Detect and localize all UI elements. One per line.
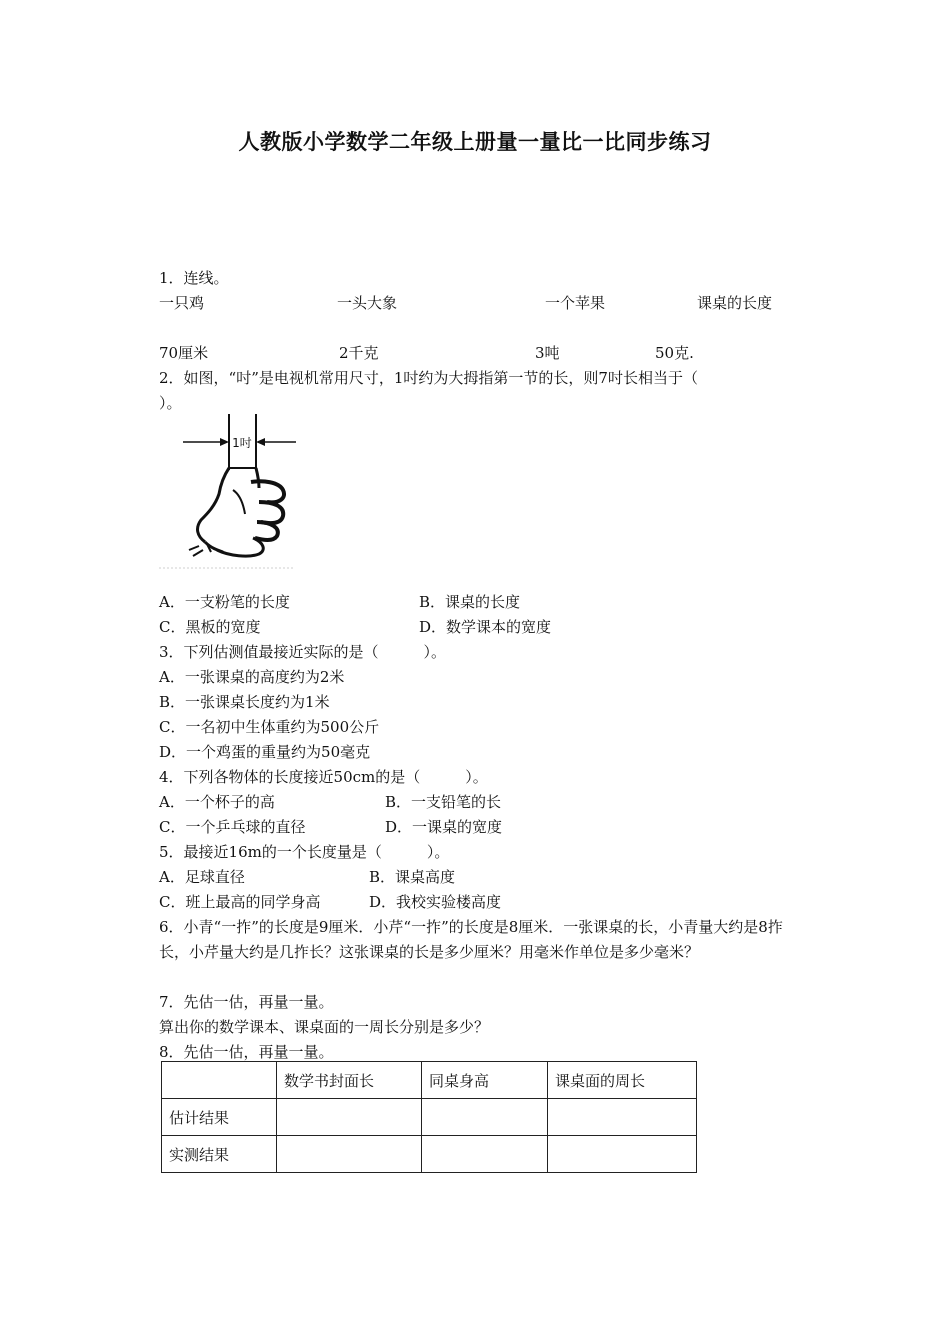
q4-option-c: C．一个乒乓球的直径 <box>159 818 306 836</box>
q3-option-d: D．一个鸡蛋的重量约为50毫克 <box>159 743 371 761</box>
q1-value: 3吨 <box>535 344 560 362</box>
table-header-row <box>162 1062 697 1099</box>
q2-option-c: C．黑板的宽度 <box>159 618 261 636</box>
q5-option-b: B．课桌高度 <box>369 868 456 886</box>
table-header-cell: 同桌身高 <box>422 1062 548 1099</box>
q3-stem: 3．下列估测值最接近实际的是（ ）。 <box>159 643 447 661</box>
table-header-cell: 课桌面的周长 <box>548 1062 697 1099</box>
q7-stem: 7．先估一估，再量一量。 <box>159 993 334 1011</box>
q3-option-b: B．一张课桌长度约为1米 <box>159 693 330 711</box>
q1-value: 70厘米 <box>159 344 209 362</box>
q2-option-a: A．一支粉笔的长度 <box>159 593 290 611</box>
table-row <box>162 1136 697 1173</box>
q2-stem-line1: 2．如图，“吋”是电视机常用尺寸，1吋约为大拇指第一节的长，则7吋长相当于（ <box>159 369 698 387</box>
table-row-label: 实测结果 <box>162 1136 277 1173</box>
q1-value: 2千克 <box>339 344 379 362</box>
thumb-inch-figure <box>159 410 299 570</box>
table-header-cell: 数学书封面长 <box>277 1062 422 1099</box>
table-cell <box>422 1099 548 1136</box>
table-cell <box>277 1099 422 1136</box>
table-cell <box>277 1136 422 1173</box>
table-cell <box>422 1136 548 1173</box>
table-cell <box>548 1136 697 1173</box>
table-row <box>162 1099 697 1136</box>
q7-sub: 算出你的数学课本、课桌面的一周长分别是多少？ <box>159 1018 490 1036</box>
table-cell <box>548 1099 697 1136</box>
q2-option-b: B．课桌的长度 <box>419 593 521 611</box>
q3-option-c: C．一名初中生体重约为500公斤 <box>159 718 380 736</box>
q1-item: 一只鸡 <box>159 294 205 312</box>
q5-option-d: D．我校实验楼高度 <box>369 893 502 911</box>
q1-item: 一个苹果 <box>545 294 606 312</box>
q8-stem: 8．先估一估，再量一量。 <box>159 1043 334 1061</box>
inch-label: 1吋 <box>232 436 252 450</box>
table-header-cell <box>162 1062 277 1099</box>
q1-stem: 1．连线。 <box>159 269 229 287</box>
q5-option-c: C．班上最高的同学身高 <box>159 893 321 911</box>
table-row-label: 估计结果 <box>162 1099 277 1136</box>
q4-stem: 4．下列各物体的长度接近50cm的是（ ）。 <box>159 768 488 786</box>
q1-value: 50克. <box>655 344 694 362</box>
q1-item: 课桌的长度 <box>697 294 773 312</box>
q4-option-a: A．一个杯子的高 <box>159 793 275 811</box>
q4-option-d: D．一课桌的宽度 <box>385 818 503 836</box>
q3-option-a: A．一张课桌的高度约为2米 <box>159 668 345 686</box>
q4-option-b: B．一支铅笔的长 <box>385 793 502 811</box>
q5-stem: 5．最接近16m的一个长度量是（ ）。 <box>159 843 450 861</box>
measure-table <box>161 1061 697 1173</box>
q2-option-d: D．数学课本的宽度 <box>419 618 552 636</box>
q1-item: 一头大象 <box>337 294 398 312</box>
q6-text: 6．小青“一拃”的长度是9厘米．小芹“一拃”的长度是8厘米．一张课桌的长，小青量大约是8拃长，小芹量大约是几拃长？这张课桌的长是多少厘米？用毫米作单位是多少毫米？ <box>159 918 783 961</box>
q5-option-a: A．足球直径 <box>159 868 245 886</box>
q2-stem-line2: ）。 <box>159 394 182 412</box>
page-title: 人教版小学数学二年级上册量一量比一比同步练习 <box>238 130 712 154</box>
